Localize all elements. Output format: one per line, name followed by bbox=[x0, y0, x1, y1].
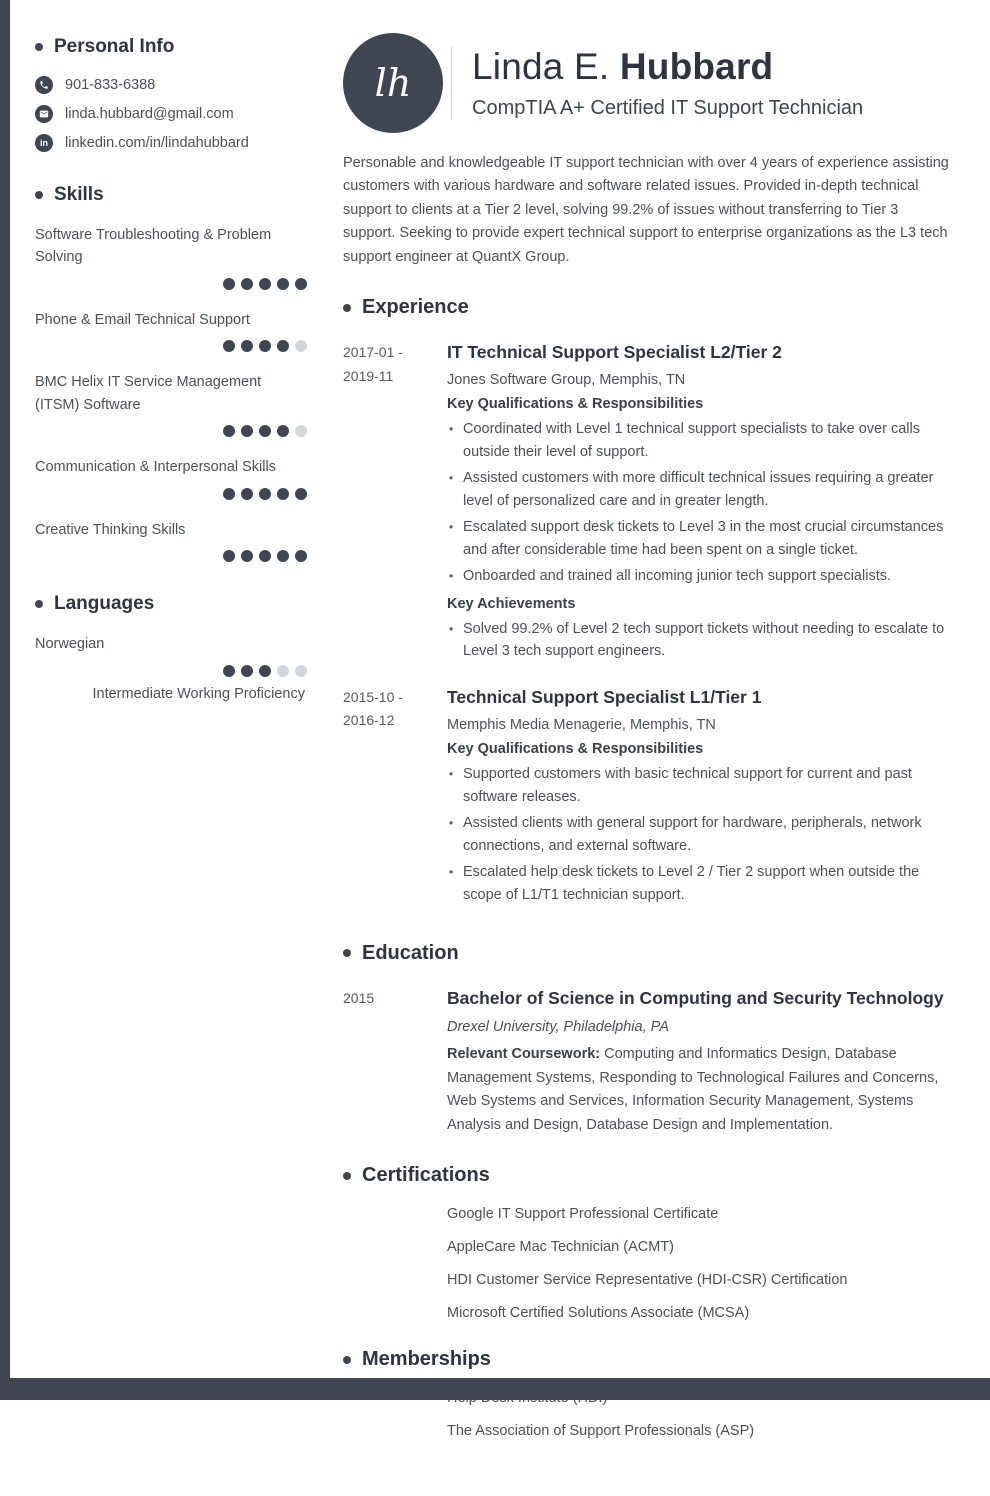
job-title: Technical Support Specialist L1/Tier 1 bbox=[447, 687, 762, 708]
skill-label: BMC Helix IT Service Management (ITSM) Software bbox=[35, 374, 262, 413]
certification-item: AppleCare Mac Technician (ACMT) bbox=[447, 1239, 674, 1256]
rating-dot bbox=[295, 488, 307, 500]
responsibility-item: • Assisted clients with general support for hardware, peripherals, network connections, and external software. bbox=[447, 812, 950, 858]
left-accent-bar bbox=[0, 0, 10, 1400]
skill-rating bbox=[35, 340, 307, 352]
contact-item-linkedin bbox=[35, 134, 307, 152]
contact-list bbox=[35, 76, 307, 152]
rating-dot bbox=[241, 550, 253, 562]
job-company: Memphis Media Menagerie, Memphis, TN bbox=[447, 717, 716, 734]
skills-heading bbox=[35, 184, 307, 206]
rating-dot bbox=[241, 278, 253, 290]
job-company: Jones Software Group, Memphis, TN bbox=[447, 372, 686, 389]
coursework-label: Relevant Coursework: bbox=[447, 1046, 601, 1063]
person-name bbox=[472, 46, 863, 88]
rating-dot bbox=[223, 425, 235, 437]
skill-label: Creative Thinking Skills bbox=[35, 521, 186, 538]
job-body bbox=[447, 338, 950, 671]
personal-info-title: Personal Info bbox=[54, 36, 175, 57]
last-name: Hubbard bbox=[619, 46, 774, 87]
education-body bbox=[447, 984, 950, 1138]
professional-summary: Personable and knowledgeable IT support technician with over 4 years of experience assisting customers with various hardware and software related issues. Provided in-depth technical support to clients at a Tier 2 level, solving 99.2% of issues without transferring to Tier 3 support. Seeking to provide expert technical support to enterprise organizations as the L3 tech support engineer at QuantX Group. bbox=[343, 155, 949, 265]
responsibility-item: • Escalated support desk tickets to Level 3 in the most crucial circumstances and after considerable time had been spent on a single ticket. bbox=[447, 516, 950, 562]
responsibilities-list bbox=[447, 763, 950, 906]
coursework-text: Computing and Informatics Design, Database Management Systems, Responding to Technological Failures and Concerns, Web Systems and Services, Information Security Management, Systems Analysis and Design, Database Design and Implementation. bbox=[447, 1046, 939, 1133]
certification-item: Microsoft Certified Solutions Associate (MCSA) bbox=[447, 1305, 750, 1322]
rating-dot bbox=[259, 278, 271, 290]
rating-dot bbox=[259, 550, 271, 562]
heading-bullet-icon bbox=[343, 1172, 351, 1180]
skill-item bbox=[35, 224, 307, 290]
rating-dot bbox=[277, 488, 289, 500]
rating-dot bbox=[259, 665, 271, 677]
education-date: 2015 bbox=[343, 989, 375, 1006]
responsibility-item: • Coordinated with Level 1 technical support specialists to take over calls outside their level of support. bbox=[447, 418, 950, 464]
education-heading bbox=[343, 942, 950, 965]
language-label: Norwegian bbox=[35, 636, 105, 653]
job-entry bbox=[343, 338, 950, 671]
degree-title: Bachelor of Science in Computing and Security Technology bbox=[447, 987, 944, 1008]
rating-dot bbox=[241, 425, 253, 437]
phone-icon bbox=[35, 76, 53, 94]
email-icon bbox=[35, 105, 53, 123]
school-name: Drexel University, Philadelphia, PA bbox=[447, 1019, 669, 1036]
email-value[interactable]: linda.hubbard@gmail.com bbox=[65, 106, 234, 122]
certifications-list bbox=[447, 1206, 950, 1321]
job-date-start: 2017-01 - bbox=[343, 344, 403, 361]
responsibility-item: • Supported customers with basic technical support for current and past software releases. bbox=[447, 763, 950, 809]
avatar-initials: lh bbox=[374, 61, 412, 105]
languages-heading bbox=[35, 593, 307, 615]
experience-title: Experience bbox=[362, 296, 469, 319]
skills-title: Skills bbox=[54, 184, 104, 205]
skill-label: Communication & Interpersonal Skills bbox=[35, 459, 276, 476]
linkedin-icon: in bbox=[35, 134, 53, 152]
education-entry bbox=[343, 984, 950, 1138]
rating-dot bbox=[223, 340, 235, 352]
certifications-heading bbox=[343, 1164, 950, 1187]
certification-item: HDI Customer Service Representative (HDI-CSR) Certification bbox=[447, 1272, 848, 1289]
heading-bullet-icon bbox=[35, 600, 43, 608]
achievements-list bbox=[447, 618, 950, 664]
rating-dot bbox=[241, 665, 253, 677]
job-body bbox=[447, 683, 950, 914]
skill-item bbox=[35, 519, 307, 562]
rating-dot bbox=[295, 278, 307, 290]
experience-section bbox=[343, 296, 950, 914]
rating-dot bbox=[223, 278, 235, 290]
job-date-end: 2016-12 bbox=[343, 712, 395, 729]
rating-dot bbox=[295, 665, 307, 677]
job-date-start: 2015-10 - bbox=[343, 689, 403, 706]
heading-bullet-icon bbox=[343, 304, 351, 312]
rating-dot bbox=[277, 340, 289, 352]
rating-dot bbox=[277, 665, 289, 677]
skill-item bbox=[35, 309, 307, 352]
skill-rating bbox=[35, 550, 307, 562]
responsibilities-list bbox=[447, 418, 950, 587]
personal-info-heading bbox=[35, 36, 307, 58]
bottom-bar bbox=[0, 1378, 990, 1400]
job-dates bbox=[343, 683, 447, 914]
skill-item bbox=[35, 456, 307, 499]
language-rating bbox=[35, 665, 307, 677]
languages-section bbox=[35, 593, 307, 701]
education-section bbox=[343, 942, 950, 1138]
languages-title: Languages bbox=[54, 593, 155, 615]
responsibility-item: • Escalated help desk tickets to Level 2 / Tier 2 support when outside the scope of L1/T1 technician support. bbox=[447, 861, 950, 907]
first-name: Linda E. bbox=[472, 46, 610, 87]
responsibility-item: • Onboarded and trained all incoming junior tech support specialists. bbox=[447, 565, 950, 588]
memberships-heading bbox=[343, 1348, 950, 1371]
rating-dot bbox=[295, 425, 307, 437]
responsibilities-label: Key Qualifications & Responsibilities bbox=[447, 741, 704, 758]
skill-rating bbox=[35, 488, 307, 500]
coursework bbox=[447, 1043, 950, 1137]
heading-bullet-icon bbox=[35, 43, 43, 51]
responsibilities-label: Key Qualifications & Responsibilities bbox=[447, 396, 704, 413]
header-text bbox=[451, 46, 863, 120]
skill-rating bbox=[35, 278, 307, 290]
skill-label: Phone & Email Technical Support bbox=[35, 311, 250, 328]
rating-dot bbox=[223, 550, 235, 562]
rating-dot bbox=[241, 488, 253, 500]
experience-heading bbox=[343, 296, 950, 319]
rating-dot bbox=[223, 488, 235, 500]
skill-label: Software Troubleshooting & Problem Solving bbox=[35, 227, 272, 266]
avatar bbox=[343, 33, 443, 133]
education-title: Education bbox=[362, 941, 459, 964]
language-proficiency: Intermediate Working Proficiency bbox=[92, 685, 305, 702]
achievements-label: Key Achievements bbox=[447, 595, 576, 612]
rating-dot bbox=[295, 550, 307, 562]
job-title-subtitle: CompTIA A+ Certified IT Support Technician bbox=[472, 97, 864, 119]
personal-info-section bbox=[35, 36, 307, 152]
job-dates bbox=[343, 338, 447, 671]
certifications-title: Certifications bbox=[362, 1164, 490, 1187]
rating-dot bbox=[223, 665, 235, 677]
job-title: IT Technical Support Specialist L2/Tier 2 bbox=[447, 342, 782, 363]
rating-dot bbox=[277, 550, 289, 562]
membership-item: The Association of Support Professionals (ASP) bbox=[447, 1423, 755, 1440]
heading-bullet-icon bbox=[343, 1356, 351, 1364]
contact-item-email bbox=[35, 105, 307, 123]
contact-item-phone bbox=[35, 76, 307, 94]
rating-dot bbox=[277, 278, 289, 290]
resume-header bbox=[343, 33, 950, 133]
linkedin-value[interactable]: linkedin.com/in/lindahubbard bbox=[65, 135, 249, 151]
heading-bullet-icon bbox=[343, 949, 351, 957]
job-entry bbox=[343, 683, 950, 914]
memberships-title: Memberships bbox=[362, 1348, 491, 1371]
certification-item: Google IT Support Professional Certificate bbox=[447, 1206, 719, 1223]
rating-dot bbox=[259, 425, 271, 437]
skills-section bbox=[35, 184, 307, 562]
sidebar bbox=[35, 0, 307, 1456]
skill-item bbox=[35, 371, 307, 437]
phone-value[interactable]: 901-833-6388 bbox=[65, 77, 156, 93]
heading-bullet-icon bbox=[35, 191, 43, 199]
main-column bbox=[307, 0, 950, 1456]
rating-dot bbox=[241, 340, 253, 352]
rating-dot bbox=[277, 425, 289, 437]
achievement-item: • Solved 99.2% of Level 2 tech support tickets without needing to escalate to Level 3 tech support engineers. bbox=[447, 618, 950, 664]
certifications-section bbox=[343, 1164, 950, 1321]
job-date-end: 2019-11 bbox=[343, 367, 394, 384]
rating-dot bbox=[259, 488, 271, 500]
rating-dot bbox=[259, 340, 271, 352]
responsibility-item: • Assisted customers with more difficult technical issues requiring a greater level of personalized care and in greater length. bbox=[447, 467, 950, 513]
skill-rating bbox=[35, 425, 307, 437]
rating-dot bbox=[295, 340, 307, 352]
language-item bbox=[35, 633, 307, 701]
